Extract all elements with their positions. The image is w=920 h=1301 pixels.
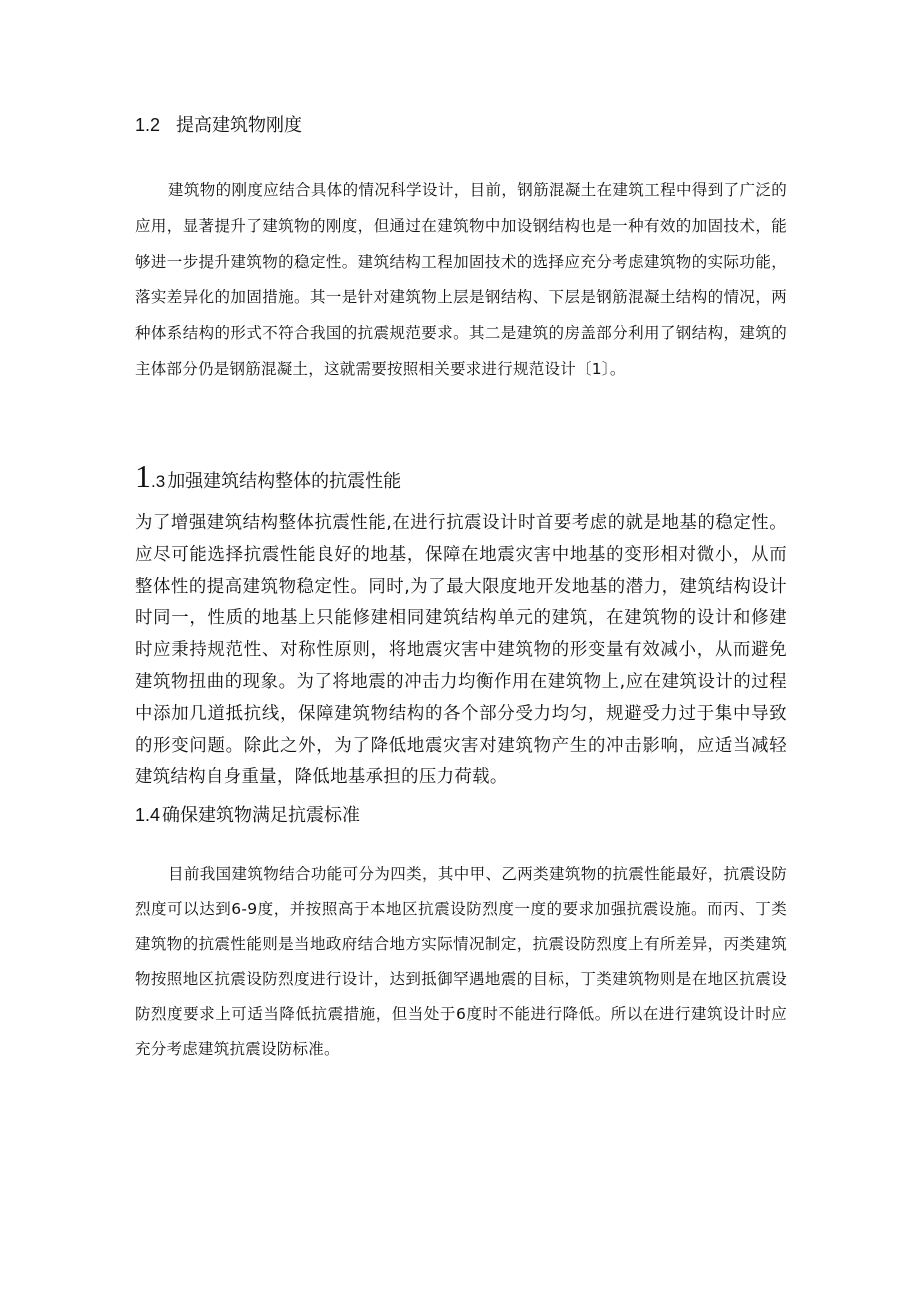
section-heading-1-4 (135, 801, 360, 830)
section-heading-1-3 (135, 456, 401, 502)
section-number-minor: .3 (151, 472, 166, 491)
section-number-major: 1 (135, 458, 151, 494)
section-heading-1-2 (135, 112, 302, 139)
section-title: 加强建筑结构整体的抗震性能 (167, 471, 402, 492)
section-body-1-3: 为了增强建筑结构整体抗震性能,在进行抗震设计时首要考虑的就是地基的稳定性。应尽可能选择抗震性能良好的地基，保障在地震灾害中地基的变形相对微小，从而整体性的提高建筑物稳定性。同时,为了最大限度地开发地基的潜力，建筑结构设计时同一，性质的地基上只能修建相同建筑结构单元的建筑，在建筑物的设计和修建时应秉持规范性、对称性原则，将地震灾害中建筑物的形变量有效减小，从而避免建筑物扭曲的现象。为了将地震的冲击力均衡作用在建筑物上,应在建筑设计的过程中添加几道抵抗线，保障建筑物结构的各个部分受力均匀，规避受力过于集中导致的形变问题。除此之外，为了降低地震灾害对建筑物产生的冲击影响，应适当减轻建筑结构自身重量，降低地基承担的压力荷载。 (135, 513, 787, 788)
section-title: 确保建筑物满足抗震标准 (162, 805, 361, 826)
section-body-1-4: 目前我国建筑物结合功能可分为四类，其中甲、乙两类建筑物的抗震性能最好，抗震设防烈度可以达到6-9度，并按照高于本地区抗震设防烈度一度的要求加强抗震设施。而丙、丁类建筑物的抗震性能则是当地政府结合地方实际情况制定，抗震设防烈度上有所差异，丙类建筑物按照地区抗震设防烈度进行设计，达到抵御罕遇地震的目标，丁类建筑物则是在地区抗震设防烈度要求上可适当降低抗震措施，但当处于6度时不能进行降低。所以在进行建筑设计时应充分考虑建筑抗震设防标准。 (135, 865, 787, 1058)
section-title: 提高建筑物刚度 (176, 115, 303, 136)
section-number: 1.4 (135, 805, 161, 825)
section-body-1-2: 建筑物的刚度应结合具体的情况科学设计，目前，钢筋混凝土在建筑工程中得到了广泛的应用，显著提升了建筑物的刚度，但通过在建筑物中加设钢结构也是一种有效的加固技术，能够进一步提升建筑物的稳定性。建筑结构工程加固技术的选择应充分考虑建筑物的实际功能，落实差异化的加固措施。其一是针对建筑物上层是钢结构、下层是钢筋混凝土结构的情况，两种体系结构的形式不符合我国的抗震规范要求。其二是建筑的房盖部分利用了钢结构，建筑的主体部分仍是钢筋混凝土，这就需要按照相关要求进行规范设计〔1〕。 (135, 181, 787, 378)
section-number: 1.2 (135, 115, 161, 135)
